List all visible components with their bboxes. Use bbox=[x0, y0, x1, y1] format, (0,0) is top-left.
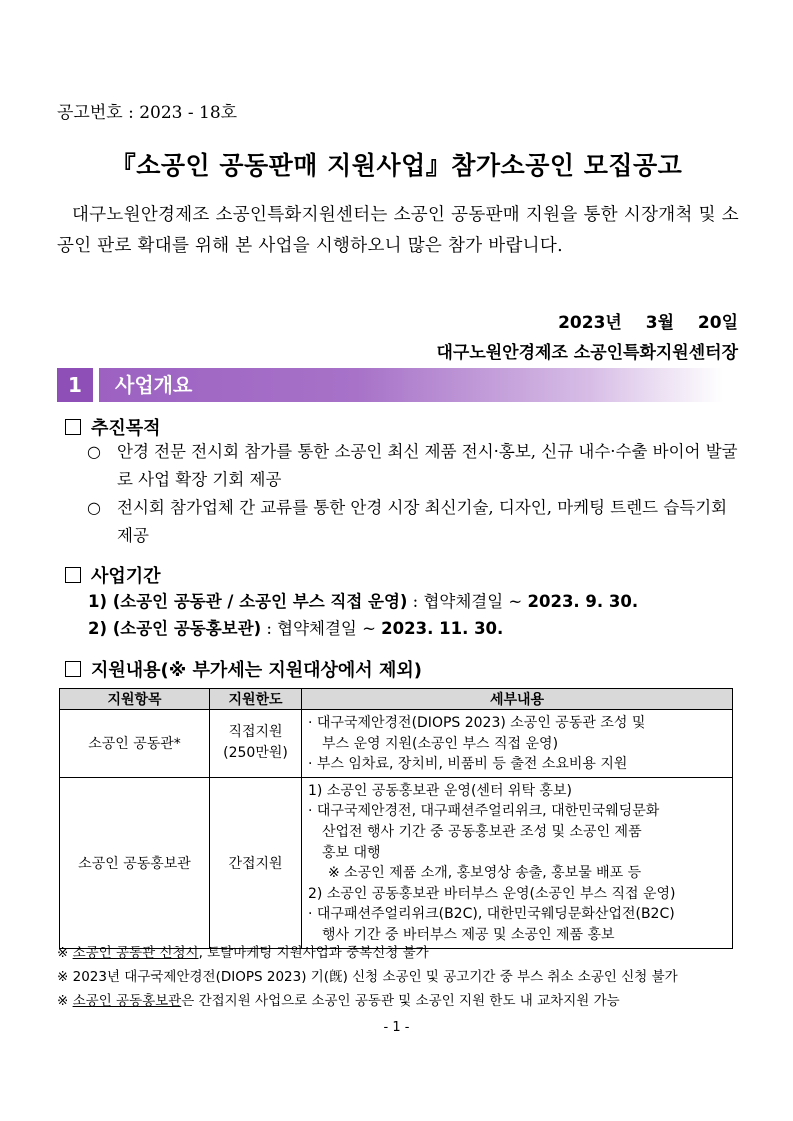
support-heading bbox=[65, 656, 422, 682]
note-underlined: 소공인 공동관 신청시 bbox=[72, 945, 199, 961]
detail-line: · 대구패션주얼리위크(B2C), 대한민국웨딩문화산업전(B2C) bbox=[308, 906, 675, 923]
document-title: 『소공인 공동판매 지원사업』참가소공인 모집공고 bbox=[110, 151, 683, 180]
footnotes bbox=[57, 941, 678, 1013]
organization-name: 대구노원안경제조 소공인특화지원센터장 bbox=[436, 343, 738, 363]
note-text: , 토탈마케팅 지원사업과 중복신청 불가 bbox=[198, 945, 429, 961]
support-limit bbox=[210, 777, 302, 948]
period-end-date: 2023. 9. 30. bbox=[527, 592, 639, 611]
checkbox-square-icon bbox=[65, 419, 81, 435]
purpose-heading-label: 추진목적 bbox=[91, 418, 161, 439]
purpose-list bbox=[87, 438, 739, 550]
purpose-item-text: 안경 전문 전시회 참가를 통한 소공인 최신 제품 전시·홍보, 신규 내수·수출 바이어 발굴로 사업 확장 기회 제공 bbox=[117, 442, 738, 489]
column-header: 세부내용 bbox=[302, 689, 733, 710]
support-limit bbox=[210, 710, 302, 778]
limit-line: (250만원) bbox=[223, 745, 288, 762]
period-end-date: 2023. 11. 30. bbox=[381, 619, 504, 638]
support-detail bbox=[302, 777, 733, 948]
detail-line: 2) 소공인 공동홍보관 바터부스 운영(소공인 부스 직접 운영) bbox=[308, 885, 676, 902]
limit-line: 간접지원 bbox=[228, 855, 283, 872]
support-heading-label: 지원내용(※ 부가세는 지원대상에서 제외) bbox=[91, 660, 422, 681]
detail-line: 부스 운영 지원(소공인 부스 직접 운영) bbox=[322, 735, 559, 752]
period-middle: : 협약체결일 ~ bbox=[261, 619, 382, 638]
purpose-heading bbox=[65, 414, 161, 440]
detail-line: ※ 소공인 제품 소개, 홍보영상 송출, 홍보물 배포 등 bbox=[328, 865, 642, 882]
period-label: 1) (소공인 공동관 / 소공인 부스 직접 운영) bbox=[88, 592, 408, 611]
period-middle: : 협약체결일 ~ bbox=[407, 592, 528, 611]
period-list bbox=[88, 588, 638, 642]
table-row bbox=[60, 777, 733, 948]
list-item bbox=[88, 588, 638, 615]
period-heading-label: 사업기간 bbox=[91, 566, 161, 587]
footnote bbox=[57, 965, 678, 989]
support-table bbox=[59, 688, 733, 949]
detail-line: · 대구국제안경전, 대구패션주얼리위크, 대한민국웨딩문화 bbox=[308, 803, 660, 820]
column-header: 지원한도 bbox=[210, 689, 302, 710]
note-mark: ※ bbox=[57, 969, 69, 985]
note-underlined: 소공인 공동홍보관 bbox=[72, 993, 182, 1009]
note-mark: ※ bbox=[57, 945, 69, 961]
period-label: 2) (소공인 공동홍보관) bbox=[88, 619, 262, 638]
circle-bullet-icon: ○ bbox=[87, 498, 101, 517]
list-item bbox=[87, 438, 739, 494]
table-row bbox=[60, 710, 733, 778]
detail-line: · 대구국제안경전(DIOPS 2023) 소공인 공동관 조성 및 bbox=[308, 715, 646, 731]
column-header: 지원항목 bbox=[60, 689, 210, 710]
checkbox-square-icon bbox=[65, 661, 81, 677]
note-text: 은 간접지원 사업으로 소공인 공동관 및 소공인 지원 한도 내 교차지원 가능 bbox=[181, 993, 620, 1009]
section-number: 1 bbox=[57, 368, 93, 402]
section-banner bbox=[57, 368, 723, 402]
detail-line: · 부스 임차료, 장치비, 비품비 등 출전 소요비용 지원 bbox=[308, 756, 628, 773]
page-number: - 1 - bbox=[383, 1020, 410, 1035]
support-detail bbox=[302, 710, 733, 778]
table-header-row bbox=[60, 689, 733, 710]
footnote bbox=[57, 941, 678, 965]
detail-line: 홍보 대행 bbox=[322, 844, 381, 861]
note-mark: ※ bbox=[57, 993, 69, 1009]
announcement-date: 2023년 3월 20일 bbox=[558, 313, 738, 333]
footnote bbox=[57, 989, 678, 1013]
limit-line: 직접지원 bbox=[228, 724, 283, 741]
note-text: 2023년 대구국제안경전(DIOPS 2023) 기(旣) 신청 소공인 및 공고기간 중 부스 취소 소공인 신청 불가 bbox=[72, 969, 678, 985]
intro-paragraph: 대구노원안경제조 소공인특화지원센터는 소공인 공동판매 지원을 통한 시장개척 및 소공인 판로 확대를 위해 본 사업을 시행하오니 많은 참가 바랍니다. bbox=[57, 205, 739, 256]
notice-number: 공고번호 : 2023 - 18호 bbox=[57, 103, 238, 123]
detail-line: 행사 기간 중 바터부스 제공 및 소공인 제품 홍보 bbox=[322, 926, 615, 943]
detail-line: 1) 소공인 공동홍보관 운영(센터 위탁 홍보) bbox=[308, 782, 572, 799]
list-item bbox=[88, 615, 638, 642]
period-heading bbox=[65, 562, 161, 588]
support-item: 소공인 공동홍보관 bbox=[60, 777, 210, 948]
section-title: 사업개요 bbox=[115, 373, 193, 397]
list-item bbox=[87, 494, 739, 550]
section-divider bbox=[93, 368, 99, 402]
purpose-item-text: 전시회 참가업체 간 교류를 통한 안경 시장 최신기술, 디자인, 마케팅 트렌드 습득기회 제공 bbox=[117, 498, 728, 545]
checkbox-square-icon bbox=[65, 567, 81, 583]
detail-line: 산업전 행사 기간 중 공동홍보관 조성 및 소공인 제품 bbox=[322, 823, 642, 840]
support-item: 소공인 공동관* bbox=[60, 710, 210, 778]
circle-bullet-icon: ○ bbox=[87, 442, 101, 461]
